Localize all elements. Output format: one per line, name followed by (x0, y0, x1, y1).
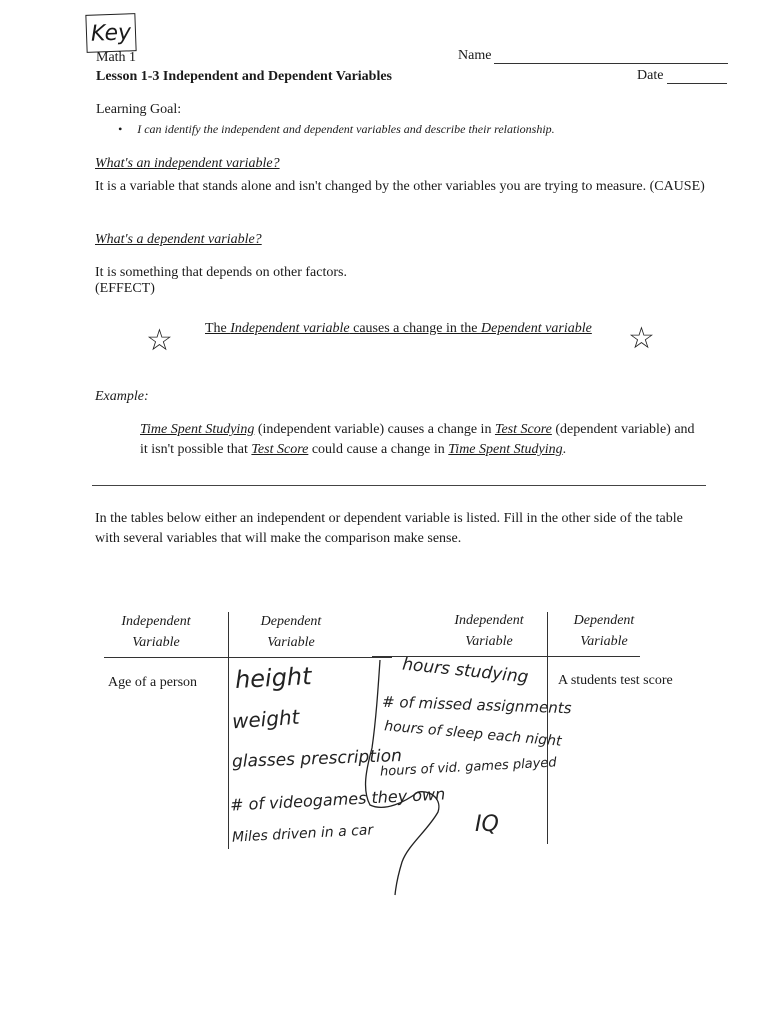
handwritten-answer: height (234, 662, 313, 694)
scribble-path (366, 660, 439, 895)
handwritten-answer: Miles driven in a car (231, 822, 374, 846)
handwritten-answer: weight (231, 704, 301, 734)
dependent-question: What's a dependent variable? (95, 232, 262, 247)
independent-answer: It is a variable that stands alone and isn't changed by the other variables you are trying to measure. (CAUSE) (95, 179, 705, 194)
learning-goal-item: • I can identify the independent and dependent variables and describe their relationship. (118, 122, 555, 136)
star-icon: ☆ (146, 323, 173, 358)
left-table-dependent-header: Dependent Variable (260, 614, 322, 650)
right-table-dependent-header: Dependent Variable (573, 613, 635, 649)
instructions: In the tables below either an independent or dependent variable is listed. Fill in the other side of the table with several variables that will make the comparison make sense. (95, 511, 683, 546)
example-term: Test Score (494, 422, 552, 437)
example-term: Time Spent Studying (448, 442, 563, 457)
date-label: Date (637, 68, 664, 83)
statement-independent: Independent variable (230, 321, 350, 336)
example-text: (independent variable) causes a change in (254, 422, 495, 437)
statement-part1: The (205, 321, 231, 336)
example-text: could cause a change in (308, 442, 449, 457)
independent-question: What's an independent variable? (95, 156, 280, 171)
name-label: Name (458, 48, 492, 63)
star-icon: ☆ (628, 321, 655, 356)
handwritten-answer: IQ (475, 812, 499, 837)
lesson-title: Lesson 1-3 Independent and Dependent Variables (96, 69, 393, 84)
handwritten-answer: glasses prescription (231, 746, 403, 772)
example-term: Test Score (251, 442, 309, 457)
key-mark: Key (85, 13, 136, 53)
learning-goal-text: I can identify the independent and dependent variables and describe their relationship. (137, 122, 555, 136)
example-text: (dependent variable) and it isn't possible that (140, 422, 695, 457)
left-table-given-value: Age of a person (108, 675, 198, 690)
handwritten-answer: # of videogames they own (229, 784, 446, 815)
statement-part2: causes a change in the (349, 321, 482, 336)
example-term: Time Spent Studying (140, 422, 255, 437)
statement-dependent: Dependent variable (481, 321, 592, 336)
right-table-independent-header: Independent Variable (454, 613, 524, 649)
right-table-given-value: A students test score (558, 673, 673, 688)
left-table-independent-header: Independent Variable (121, 614, 191, 650)
handwritten-answer: hours of sleep each night (383, 718, 563, 750)
example-text: . (562, 442, 567, 457)
dependent-answer-line2: (EFFECT) (95, 281, 155, 296)
handwritten-answer: # of missed assignments (381, 692, 572, 718)
learning-goal-title: Learning Goal: (96, 102, 182, 117)
handwritten-answer: hours of vid. games played (379, 755, 558, 780)
handwritten-answer: hours studying (401, 654, 530, 688)
course-name: Math 1 (96, 50, 137, 65)
example-label: Example: (95, 389, 149, 404)
dependent-answer-line1: It is something that depends on other factors. (95, 265, 347, 280)
